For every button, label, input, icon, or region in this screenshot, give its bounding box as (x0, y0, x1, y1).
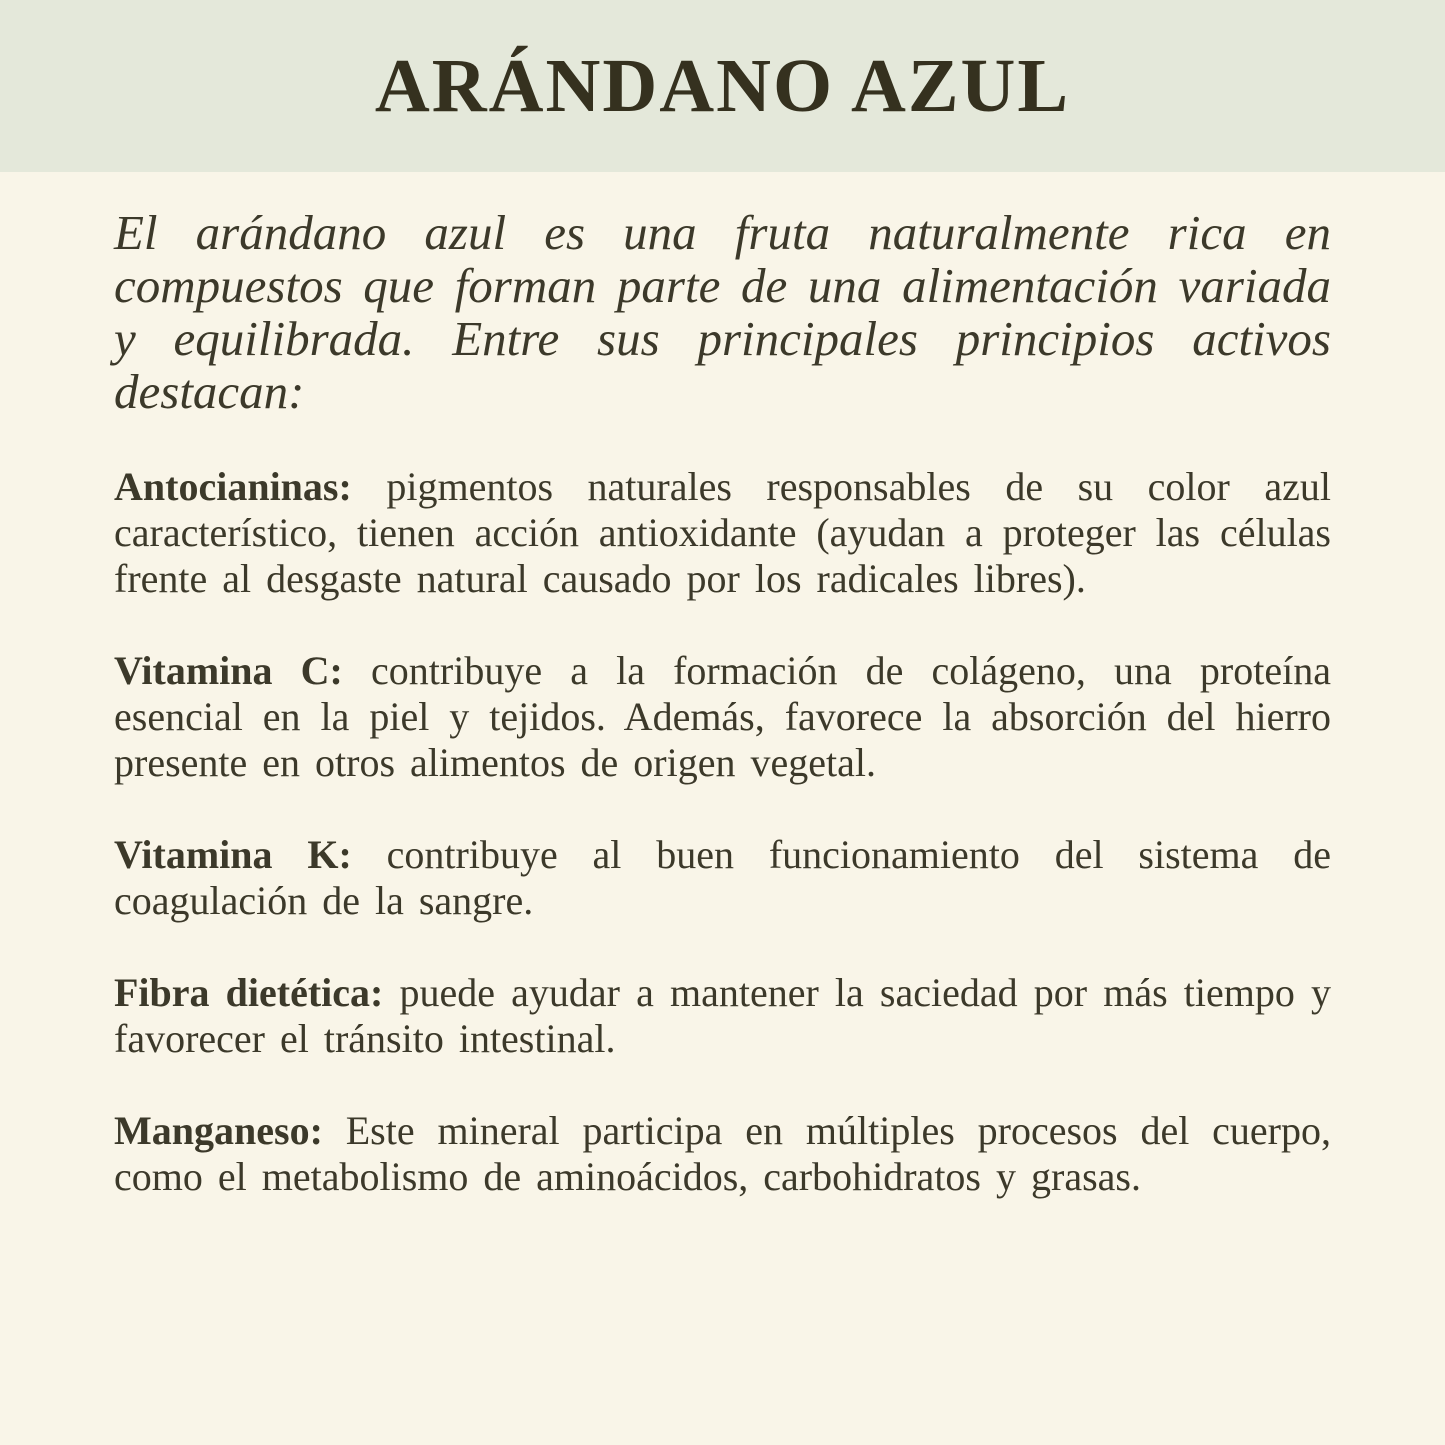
section-paragraph-fibra-dietetica (114, 970, 1331, 1062)
section-paragraph-manganeso (114, 1108, 1331, 1200)
content (0, 172, 1445, 1200)
section-paragraph-vitamina-c (114, 648, 1331, 786)
section-text-vitamina-k: contribuye al buen funcionamiento del sistema de coagulación de la sangre. (114, 832, 1332, 923)
section-text-vitamina-c: contribuye a la formación de colágeno, una proteína esencial en la piel y tejidos. Además, favorece la absorción del hierro presente en otros alimentos de origen vegetal. (114, 648, 1331, 785)
section-lead-vitamina-c: Vitamina C: (114, 648, 343, 693)
section-text-antocianinas: pigmentos naturales responsables de su color azul característico, tienen acción antioxidante (ayudan a proteger las células frente al desgaste natural causado por los radicales libres). (114, 464, 1332, 601)
section-lead-manganeso: Manganeso: (114, 1108, 323, 1153)
section-lead-vitamina-k: Vitamina K: (114, 832, 352, 877)
section-lead-antocianinas: Antocianinas: (114, 464, 352, 509)
intro-paragraph: El arándano azul es una fruta naturalmente rica en compuestos que forman parte de una alimentación variada y equilibrada. Entre sus principales principios activos destacan: (114, 205, 1331, 419)
section-text-manganeso: Este mineral participa en múltiples procesos del cuerpo, como el metabolismo de aminoácidos, carbohidratos y grasas. (114, 1108, 1331, 1199)
section-paragraph-vitamina-k (114, 832, 1331, 924)
section-text-fibra-dietetica: puede ayudar a mantener la saciedad por más tiempo y favorecer el tránsito intestinal. (114, 970, 1332, 1061)
header-banner (0, 0, 1445, 172)
section-paragraph-antocianinas (114, 464, 1331, 602)
section-lead-fibra-dietetica: Fibra dietética: (114, 970, 384, 1015)
page-title: ARÁNDANO AZUL (374, 43, 1071, 128)
